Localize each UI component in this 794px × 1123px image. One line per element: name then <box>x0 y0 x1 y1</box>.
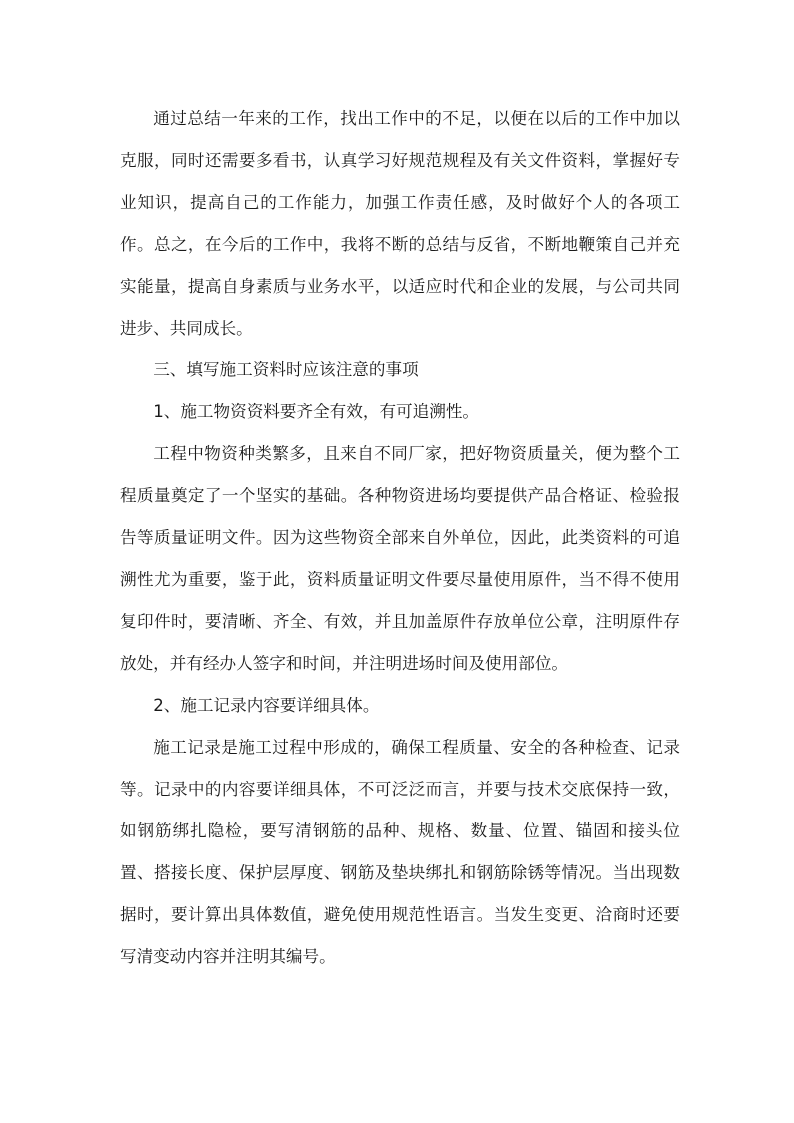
subheading-records: 2、施工记录内容要详细具体。 <box>153 695 380 715</box>
subheading-materials: 1、施工物资资料要齐全有效，有可追溯性。 <box>153 402 480 422</box>
paragraph-summary: 通过总结一年来的工作，找出工作中的不足，以便在以后的工作中加以克服，同时还需要多看书，认真学习好规范规程及有关文件资料，掌握好专业知识，提高自己的工作能力，加强工作责任感，及时做好个人的各项工作。总之，在今后的工作中，我将不断的总结与反省，不断地鞭策自己并充实能量，提高自身素质与业务水平，以适应时代和企业的发展，与公司共同进步、共同成长。 <box>120 109 680 338</box>
section-heading: 三、填写施工资料时应该注意的事项 <box>153 360 419 380</box>
paragraph-materials: 工程中物资种类繁多，且来自不同厂家，把好物资质量关，便为整个工程质量奠定了一个坚实的基础。各种物资进场均要提供产品合格证、检验报告等质量证明文件。因为这些物资全部来自外单位，因此，此类资料的可追溯性尤为重要，鉴于此，资料质量证明文件要尽量使用原件，当不得不使用复印件时，要清晰、齐全、有效，并且加盖原件存放单位公章，注明原件存放处，并有经办人签字和时间，并注明进场时间及使用部位。 <box>120 444 680 673</box>
paragraph-records: 施工记录是施工过程中形成的，确保工程质量、安全的各种检查、记录等。记录中的内容要详细具体，不可泛泛而言，并要与技术交底保持一致，如钢筋绑扎隐检，要写清钢筋的品种、规格、数量、位置、锚固和接头位置、搭接长度、保护层厚度、钢筋及垫块绑扎和钢筋除锈等情况。当出现数据时，要计算出具体数值，避免使用规范性语言。当发生变更、洽商时还要写清变动内容并注明其编号。 <box>120 737 680 967</box>
document-body <box>120 98 680 978</box>
